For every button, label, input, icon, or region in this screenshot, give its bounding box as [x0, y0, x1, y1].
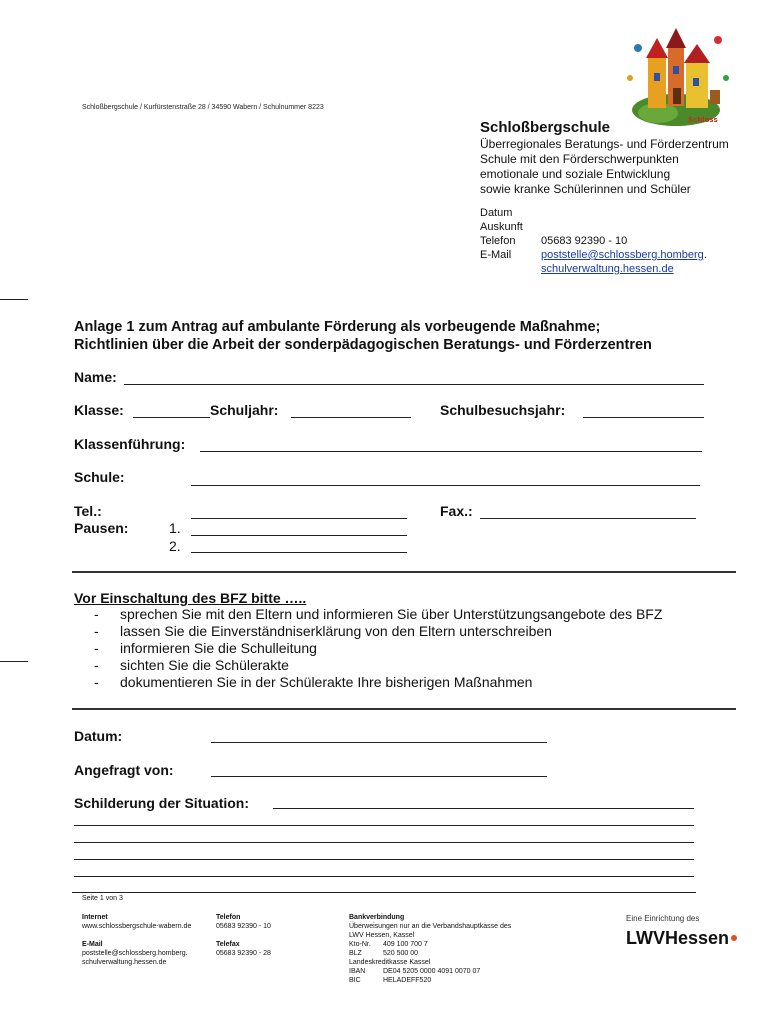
- svg-text:Schloss: Schloss: [688, 116, 718, 124]
- fold-mark-top: [0, 299, 28, 300]
- schilderung-label: Schilderung der Situation:: [74, 795, 250, 811]
- footer-email-label: E-Mail: [82, 941, 103, 948]
- lwv-tagline: Eine Einrichtung des: [626, 914, 700, 923]
- footer-telefon-label: Telefon: [216, 914, 241, 921]
- schilderung-line[interactable]: [74, 842, 694, 843]
- bank-text: LWV Hessen, Kassel: [349, 932, 415, 939]
- schule-field[interactable]: [191, 485, 700, 486]
- pause-1-number: 1.: [169, 520, 181, 536]
- lwv-hessen-logo: [626, 928, 729, 949]
- tel-label: Tel.:: [74, 503, 102, 519]
- lwv-logo-dot: [731, 935, 737, 941]
- internet-value: www.schlossbergschule-wabern.de: [82, 923, 192, 930]
- klasse-field[interactable]: [133, 417, 210, 418]
- list-item: - lassen Sie die Einverständniserklärung von den Eltern unterschreiben: [94, 623, 552, 639]
- email-link-continued[interactable]: schulverwaltung.hessen.de: [541, 263, 674, 275]
- bfz-section-title: Vor Einschaltung des BFZ bitte …..: [74, 590, 307, 606]
- school-name: Schloßbergschule: [480, 119, 611, 136]
- klassenfuehrung-field[interactable]: [200, 451, 702, 452]
- schule-label: Schule:: [74, 469, 125, 485]
- section-divider: [72, 708, 736, 710]
- list-item-text: lassen Sie die Einverständniserklärung von den Eltern unterschreiben: [120, 623, 552, 639]
- internet-label: Internet: [82, 914, 108, 921]
- iban-value: DE04 5205 0000 4091 0070 07: [383, 968, 481, 975]
- footer-bank-column: [349, 913, 511, 985]
- list-item-text: sichten Sie die Schülerakte: [120, 657, 289, 673]
- page-number: Seite 1 von 3: [82, 895, 123, 902]
- blz-value: 520 500 00: [383, 950, 419, 957]
- schilderung-line[interactable]: [74, 876, 694, 877]
- lwv-logo-text: LWVHessen: [626, 928, 730, 948]
- list-item: - sichten Sie die Schülerakte: [94, 657, 289, 673]
- footer-telefax-value: 05683 92390 - 28: [216, 950, 271, 957]
- fold-mark-middle: [0, 661, 28, 662]
- list-item-text: informieren Sie die Schulleitung: [120, 640, 317, 656]
- school-description: [480, 137, 729, 197]
- section-divider: [72, 571, 736, 573]
- schuljahr-label: Schuljahr:: [210, 402, 279, 418]
- datum-field-label: Datum:: [74, 728, 123, 744]
- kto-label: Kto-Nr.: [349, 941, 371, 948]
- contact-block: Datum Auskunft Telefon 05683 92390 - 10 E-Mail poststelle@schlossberg.homberg. schulverwaltung.hessen.de: [480, 207, 707, 275]
- bank-text: Landeskreditkasse Kassel: [349, 959, 431, 966]
- list-item: - dokumentieren Sie in der Schülerakte Ihre bisherigen Maßnahmen: [94, 674, 533, 690]
- schulbesuchsjahr-label: Schulbesuchsjahr:: [440, 402, 566, 418]
- datum-field[interactable]: [211, 742, 547, 743]
- email-link[interactable]: poststelle@schlossberg.homberg: [541, 249, 704, 261]
- pausen-label: Pausen:: [74, 520, 129, 536]
- school-desc-line: sowie kranke Schülerinnen und Schüler: [480, 182, 691, 196]
- pause-2-field[interactable]: [191, 552, 407, 553]
- bfz-checklist: [94, 606, 662, 691]
- school-desc-line: Schule mit den Förderschwerpunkten: [480, 152, 679, 166]
- auskunft-label: Auskunft: [480, 221, 523, 233]
- telefon-label: Telefon: [480, 235, 516, 247]
- fax-label: Fax.:: [440, 503, 473, 519]
- klassenfuehrung-label: Klassenführung:: [74, 436, 186, 452]
- footer-email-value: poststelle@schlossberg.homberg.: [82, 950, 188, 957]
- schulbesuchsjahr-field[interactable]: [583, 417, 704, 418]
- tel-field[interactable]: [191, 518, 407, 519]
- school-desc-line: emotionale und soziale Entwicklung: [480, 167, 671, 181]
- pause-2-number: 2.: [169, 538, 181, 554]
- schuljahr-field[interactable]: [291, 417, 411, 418]
- footer-telefon-value: 05683 92390 - 10: [216, 923, 271, 930]
- document-heading: [74, 318, 652, 354]
- schilderung-line[interactable]: [74, 825, 694, 826]
- email-label: E-Mail: [480, 249, 512, 261]
- heading-line: Anlage 1 zum Antrag auf ambulante Förderung als vorbeugende Maßnahme;: [74, 319, 601, 335]
- bank-text: Überweisungen nur an die Verbandshauptkasse des: [349, 923, 512, 930]
- fax-field[interactable]: [480, 518, 696, 519]
- name-label: Name:: [74, 369, 117, 385]
- list-item: - sprechen Sie mit den Eltern und informieren Sie über Unterstützungsangebote des BFZ: [94, 606, 663, 622]
- kto-value: 409 100 700 7: [383, 941, 428, 948]
- heading-line: Richtlinien über die Arbeit der sonderpädagogischen Beratungs- und Förderzentren: [74, 337, 652, 353]
- footer-telefax-label: Telefax: [216, 941, 240, 948]
- bic-value: HELADEFF520: [383, 977, 432, 984]
- angefragt-field[interactable]: [211, 776, 547, 777]
- datum-label: Datum: [480, 207, 513, 219]
- school-logo-illustration: [618, 18, 740, 130]
- pause-1-field[interactable]: [191, 535, 407, 536]
- angefragt-label: Angefragt von:: [74, 762, 174, 778]
- iban-label: IBAN: [349, 968, 366, 975]
- sender-address-line: Schloßbergschule / Kurfürstenstraße 28 / 34590 Wabern / Schulnummer 8223: [82, 104, 324, 111]
- schilderung-field[interactable]: [273, 808, 694, 809]
- blz-label: BLZ: [349, 950, 362, 957]
- school-desc-line: Überregionales Beratungs- und Förderzentrum: [480, 137, 729, 151]
- bank-label: Bankverbindung: [349, 914, 405, 921]
- footer-phone-column: [216, 913, 271, 958]
- list-item-text: sprechen Sie mit den Eltern und informieren Sie über Unterstützungsangebote des BFZ: [120, 606, 663, 622]
- name-field[interactable]: [124, 384, 704, 385]
- klasse-label: Klasse:: [74, 402, 124, 418]
- bic-label: BIC: [349, 977, 361, 984]
- telefon-value: 05683 92390 - 10: [541, 235, 628, 247]
- list-item: - informieren Sie die Schulleitung: [94, 640, 317, 656]
- footer-divider: [72, 892, 696, 893]
- schilderung-line[interactable]: [74, 859, 694, 860]
- footer-email-value: schulverwaltung.hessen.de: [82, 959, 167, 966]
- list-item-text: dokumentieren Sie in der Schülerakte Ihre bisherigen Maßnahmen: [120, 674, 533, 690]
- footer-internet-column: [82, 913, 191, 967]
